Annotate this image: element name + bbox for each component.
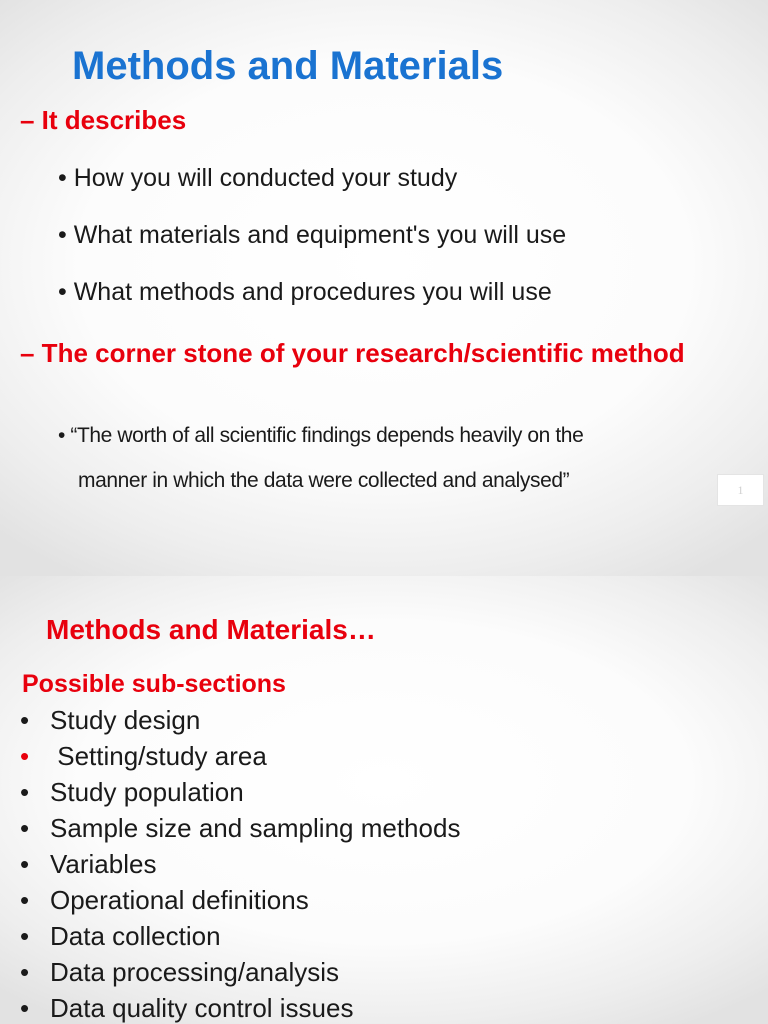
slide-2 xyxy=(0,576,768,1024)
bullet-icon: • xyxy=(20,705,30,735)
list-item xyxy=(20,990,460,1024)
list-item xyxy=(20,774,460,810)
list-item xyxy=(20,882,460,918)
bullet-item: • How you will conducted your study xyxy=(58,164,458,192)
list-item xyxy=(20,738,460,774)
quote-line: manner in which the data were collected and analysed” xyxy=(78,469,570,492)
list-item xyxy=(20,846,460,882)
quote-line: • “The worth of all scientific findings depends heavily on the xyxy=(58,424,584,447)
bullet-icon: • xyxy=(20,777,30,807)
list-item-label: Sample size and sampling methods xyxy=(50,813,461,843)
bullet-icon: • xyxy=(20,921,30,951)
bullet-item: • What methods and procedures you will use xyxy=(58,278,552,306)
list-item xyxy=(20,702,460,738)
list-item xyxy=(20,810,460,846)
list-item-label: Data quality control issues xyxy=(50,993,354,1023)
list-item xyxy=(20,954,460,990)
list-item xyxy=(20,918,460,954)
subsection-list xyxy=(20,702,460,1024)
list-item-label: Study design xyxy=(50,705,201,735)
bullet-icon: • xyxy=(20,993,30,1023)
list-item-label: Study population xyxy=(50,777,244,807)
page-number: 1 xyxy=(717,474,764,506)
bullet-item: • What materials and equipment's you will use xyxy=(58,221,567,249)
list-item-label: Data processing/analysis xyxy=(50,957,340,987)
bullet-icon: • xyxy=(20,813,30,843)
bullet-icon: • xyxy=(20,741,30,771)
list-item-label: Setting/study area xyxy=(50,741,267,771)
slide-title: Methods and Materials xyxy=(72,44,504,88)
subsection-heading: Possible sub-sections xyxy=(22,670,286,698)
list-item-label: Data collection xyxy=(50,921,221,951)
bullet-icon: • xyxy=(20,885,30,915)
list-item-label: Operational definitions xyxy=(50,885,309,915)
bullet-icon: • xyxy=(20,957,30,987)
slide-title: Methods and Materials… xyxy=(46,614,376,645)
bullet-icon: • xyxy=(20,849,30,879)
section-heading-corner-stone: – The corner stone of your research/scientific method xyxy=(20,338,685,368)
list-item-label: Variables xyxy=(50,849,157,879)
section-heading-describes: – It describes xyxy=(20,105,187,135)
